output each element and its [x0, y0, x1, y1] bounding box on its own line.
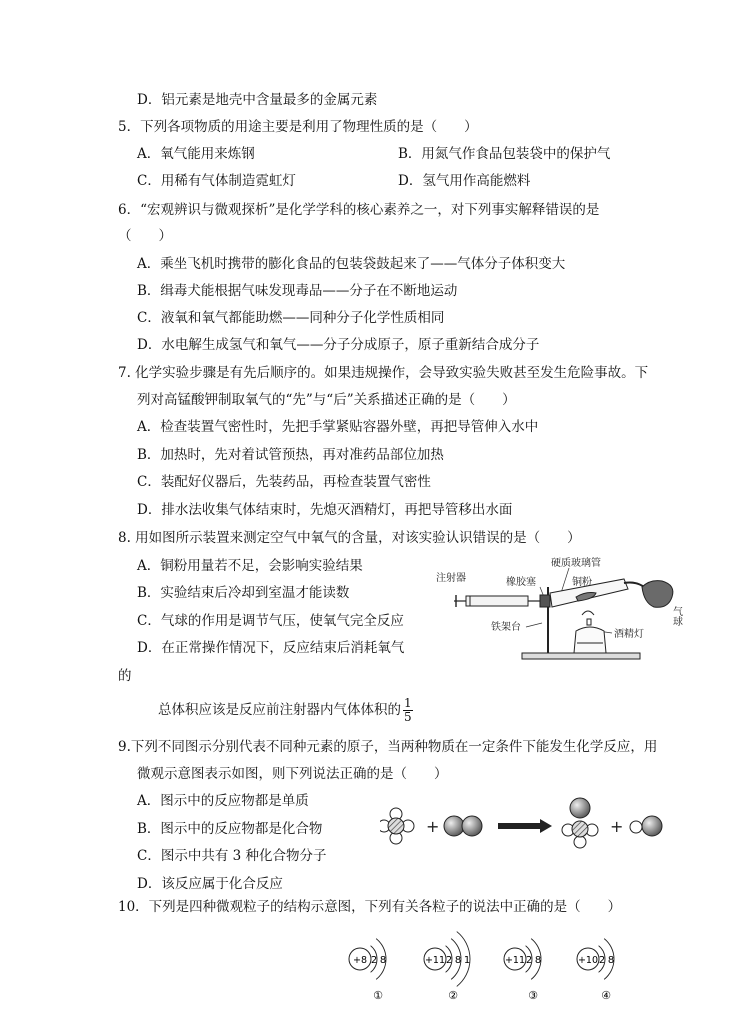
q8-option-d: D．在正常操作情况下，反应结束后消耗氧气 [137, 640, 405, 656]
q5-option-a: A．氧气能用来炼钢 [137, 146, 255, 162]
q6-option-a: A．乘坐飞机时携带的膨化食品的包装袋鼓起来了——气体分子体积变大 [137, 256, 566, 272]
label-syringe: 注射器 [436, 573, 466, 584]
fraction-denominator: 5 [404, 710, 412, 724]
q7-stem-cont: 列对高锰酸钾制取氧气的“先”与“后”关系描述正确的是（ ） [137, 392, 516, 408]
electron-count: 2 [370, 955, 378, 966]
label-glass-tube: 硬质玻璃管 [551, 558, 601, 569]
q9-stem: 9.下列不同图示分别代表不同种元素的原子，当两种物质在一定条件下能发生化学反应，用 [118, 739, 658, 755]
label-copper-powder: 铜粉 [572, 577, 592, 588]
particle-label: ① [373, 989, 383, 1002]
q8-option-d-wrap: 的 [118, 668, 132, 684]
q9-option-c: C．图示中共有 3 种化合物分子 [137, 848, 327, 864]
molecule-reactant-2 [444, 816, 482, 836]
q8-option-b: B．实验结束后冷却到室温才能读数 [137, 585, 350, 601]
q7-option-b: B．加热时，先对着试管预热，再对准药品部位加热 [137, 447, 444, 463]
electron-count: 8 [534, 955, 542, 966]
nucleus-charge: +10 [577, 955, 599, 966]
q5-option-c: C．用稀有气体制造霓虹灯 [137, 173, 296, 189]
q7-option-d: D．排水法收集气体结束时，先熄灭酒精灯，再把导管移出水面 [137, 502, 513, 518]
nucleus-charge: +8 [352, 955, 368, 966]
q7-stem: 7. 化学实验步骤是有先后顺序的。如果违规操作，会导致实验失败甚至发生危险事故。下 [118, 365, 649, 381]
q6-stem: 6．“宏观辨识与微观探析”是化学学科的核心素养之一，对下列事实解释错误的是 [118, 202, 600, 218]
fraction-one-fifth [403, 697, 413, 724]
label-alcohol-lamp: 酒精灯 [614, 629, 644, 640]
q9-option-a: A．图示中的反应物都是单质 [137, 793, 309, 809]
plus-sign-2: + [610, 817, 624, 836]
q8-option-d-cont-text: 总体积应该是反应前注射器内气体体积的 [158, 702, 401, 718]
q9-reaction-diagram [380, 796, 670, 856]
q6-stem-cont: （ ） [118, 228, 172, 244]
particle-label: ④ [601, 989, 611, 1002]
electron-count: 2 [598, 955, 606, 966]
atom-diagram-1 [349, 939, 386, 1002]
fraction-numerator: 1 [404, 696, 412, 710]
q7-option-c: C．装配好仪器后，先装药品，再检查装置气密性 [137, 474, 431, 490]
q5-option-d: D．氢气用作高能燃料 [398, 173, 531, 189]
electron-count: 8 [454, 955, 462, 966]
q8-option-a: A．铜粉用量若不足，会影响实验结果 [137, 558, 363, 574]
electron-count: 8 [379, 955, 387, 966]
molecule-reactant-1 [380, 808, 414, 844]
plus-sign-1: + [426, 817, 440, 836]
q10-stem: 10．下列是四种微观粒子的结构示意图，下列有关各粒子的说法中正确的是（ ） [118, 899, 622, 915]
q5-option-b: B．用氮气作食品包装袋中的保护气 [398, 146, 611, 162]
label-iron-stand: 铁架台 [491, 622, 521, 633]
electron-count: 8 [607, 955, 615, 966]
q8-option-d-cont [158, 695, 413, 725]
q4-option-d: D．铝元素是地壳中含量最多的金属元素 [137, 92, 378, 108]
alcohol-lamp-icon [574, 611, 606, 653]
q9-stem-cont: 微观示意图表示如图，则下列说法正确的是（ ） [137, 766, 448, 782]
q6-option-d: D．水电解生成氢气和氧气——分子分成原子，原子重新结合成分子 [137, 337, 540, 353]
reaction-arrow-icon [498, 819, 552, 833]
q8-stem: 8. 用如图所示装置来测定空气中氧气的含量，对该实验认识错误的是（ ） [118, 530, 581, 546]
label-rubber-stopper: 橡胶塞 [506, 577, 536, 588]
q10-particle-diagrams [340, 925, 660, 1005]
nucleus-charge: +11 [424, 955, 446, 966]
label-balloon: 气球 [670, 606, 682, 626]
q9-option-d: D．该反应属于化合反应 [137, 876, 283, 892]
q6-option-c: C．液氧和氧气都能助燃——同种分子化学性质相同 [137, 310, 445, 326]
balloon-icon [642, 581, 673, 608]
atom-diagram-4 [577, 939, 614, 1002]
electron-count: 2 [525, 955, 533, 966]
syringe-icon [454, 595, 540, 607]
molecule-product-2 [630, 816, 662, 836]
q8-apparatus-diagram [436, 553, 691, 665]
atom-diagram-2 [424, 932, 470, 1002]
molecule-product-1 [562, 798, 598, 848]
particle-label: ③ [528, 989, 538, 1002]
electron-count: 2 [445, 955, 453, 966]
q5-stem: 5．下列各项物质的用途主要是利用了物理性质的是（ ） [118, 119, 478, 135]
glass-tube-icon [540, 579, 644, 607]
atom-diagram-3 [504, 939, 541, 1002]
nucleus-charge: +11 [504, 955, 526, 966]
q9-option-b: B．图示中的反应物都是化合物 [137, 821, 323, 837]
particle-label: ② [448, 989, 458, 1002]
q8-option-c: C．气球的作用是调节气压，使氧气完全反应 [137, 613, 404, 629]
q6-option-b: B．缉毒犬能根据气味发现毒品——分子在不断地运动 [137, 283, 458, 299]
electron-count: 1 [463, 955, 471, 966]
q7-option-a: A．检查装置气密性时，先把手掌紧贴容器外壁，再把导管伸入水中 [137, 419, 539, 435]
